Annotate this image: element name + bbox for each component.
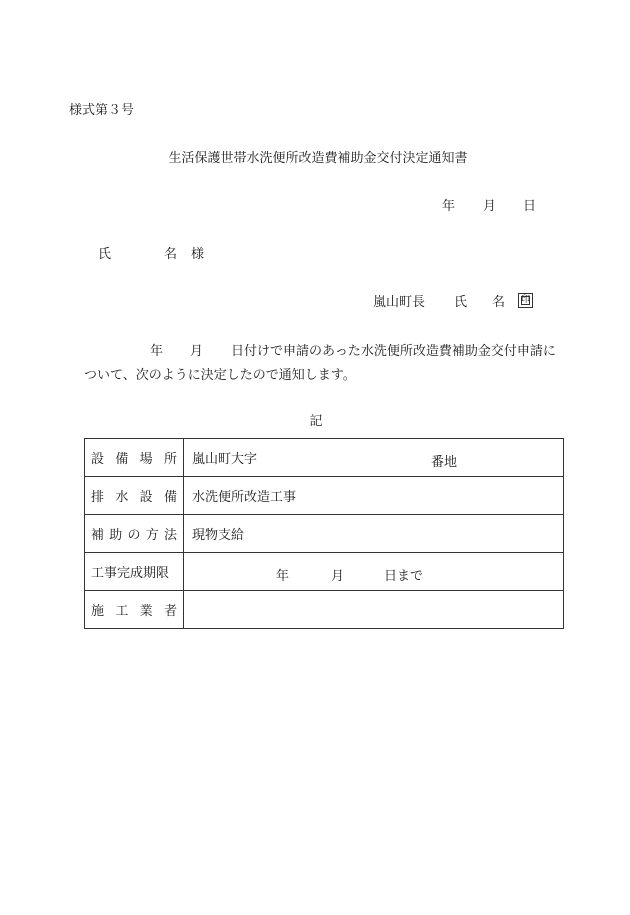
label-char: 場 — [139, 452, 153, 467]
seal-mark: 印 — [518, 293, 533, 308]
label-char: 設 — [91, 452, 105, 467]
label-char: の — [127, 528, 141, 543]
label-char: 助 — [109, 528, 123, 543]
label-char: 備 — [115, 452, 129, 467]
label-char: 工 — [115, 604, 129, 619]
row-label — [85, 477, 184, 515]
label-char: 業 — [139, 604, 153, 619]
sender-mei: 名 — [492, 295, 506, 310]
table-row — [85, 553, 564, 591]
label-char: 施 — [91, 604, 105, 619]
row-value: 水洗便所改造工事 — [184, 477, 564, 515]
body-month: 月 — [190, 344, 204, 359]
label-char: 所 — [163, 452, 177, 467]
date-year-label: 年 — [442, 199, 456, 214]
date-day-label: 日 — [523, 199, 537, 214]
recipient-shi: 氏 — [98, 247, 112, 262]
table-row — [85, 591, 564, 629]
label-char: 設 — [139, 490, 153, 505]
table-row — [85, 477, 564, 515]
banchi-label: 番地 — [431, 455, 458, 470]
row-label — [85, 515, 184, 553]
row-label: 工事完成期限 — [85, 553, 184, 591]
ki-heading: 記 — [309, 414, 323, 429]
form-number: 様式第３号 — [69, 103, 135, 118]
table-row — [85, 439, 564, 477]
row-value — [184, 553, 564, 591]
table-row — [85, 515, 564, 553]
row-value: 現物支給 — [184, 515, 564, 553]
label-char: 備 — [163, 490, 177, 505]
label-char: 補 — [91, 528, 105, 543]
sender-title: 嵐山町長 — [373, 295, 426, 310]
row-value — [184, 439, 564, 477]
label-char: 法 — [163, 528, 177, 543]
body-line-2: ついて、次のように決定したので通知します。 — [84, 368, 356, 383]
body-text-1: 日付けで申請のあった水洗便所改造費補助金交付申請に — [231, 344, 556, 359]
detail-table — [84, 438, 564, 629]
label-char: 水 — [115, 490, 129, 505]
body-year: 年 — [150, 344, 164, 359]
row-label — [85, 591, 184, 629]
deadline-day: 日まで — [384, 569, 424, 584]
date-month-label: 月 — [483, 199, 497, 214]
document-title: 生活保護世帯水洗便所改造費補助金交付決定通知書 — [168, 151, 468, 166]
label-char: 方 — [145, 528, 159, 543]
sender-shi: 氏 — [454, 295, 468, 310]
recipient-sama: 様 — [191, 247, 205, 262]
row-label — [85, 439, 184, 477]
recipient-mei: 名 — [164, 247, 178, 262]
row-value — [184, 591, 564, 629]
deadline-month: 月 — [331, 569, 345, 584]
label-char: 者 — [163, 604, 177, 619]
location-value: 嵐山町大字 — [192, 452, 258, 467]
label-char: 排 — [91, 490, 105, 505]
deadline-year: 年 — [276, 569, 290, 584]
